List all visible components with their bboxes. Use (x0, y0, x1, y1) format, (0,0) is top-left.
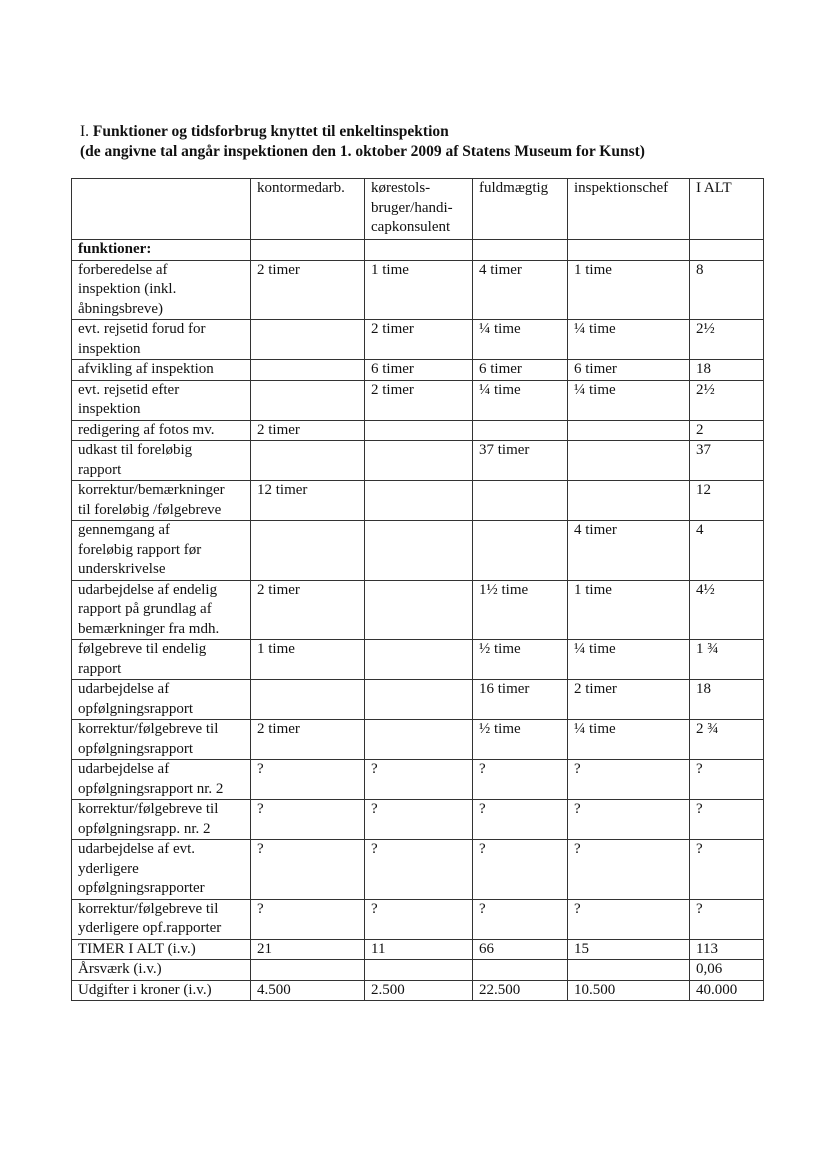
table-row (72, 720, 764, 760)
cell-inspektionschef (568, 939, 690, 960)
cell-inspektionschef (568, 840, 690, 900)
cell-inspektionschef-line: 1 time (574, 261, 612, 278)
cell-inspektionschef (568, 441, 690, 481)
cell-inspektionschef-line: 1 time (574, 581, 612, 598)
cell-kontormedarb (251, 640, 365, 680)
table-row (72, 680, 764, 720)
table-row (72, 980, 764, 1001)
cell-kontormedarb (251, 939, 365, 960)
cell-inspektionschef-line: ? (574, 761, 581, 777)
cell-fuldmaegtig (473, 640, 568, 680)
section-row (72, 240, 764, 261)
row-label (72, 320, 251, 360)
cell-fuldmaegtig-line: ½ time (479, 641, 521, 657)
cell-fuldmaegtig (473, 760, 568, 800)
cell-koerestolsbruger (365, 960, 473, 981)
row-label (72, 640, 251, 680)
heading-line-2 (80, 142, 780, 162)
cell-fuldmaegtig (473, 521, 568, 581)
cell-kontormedarb (251, 680, 365, 720)
row-label-line: gennemgang af (78, 522, 171, 538)
section-empty-cell (251, 240, 365, 261)
section-empty-cell (568, 240, 690, 261)
heading-title: Funktioner og tidsforbrug knyttet til enkeltinspektion (92, 123, 449, 140)
cell-i-alt-line: 2½ (696, 381, 715, 398)
table-row (72, 800, 764, 840)
cell-inspektionschef (568, 481, 690, 521)
cell-koerestolsbruger-line: 11 (371, 940, 386, 957)
row-label (72, 899, 251, 939)
cell-kontormedarb (251, 260, 365, 320)
cell-koerestolsbruger-line: 6 timer (371, 361, 414, 377)
column-header-koerestolsbruger-line: kørestols- (371, 180, 431, 196)
row-label (72, 481, 251, 521)
cell-fuldmaegtig (473, 481, 568, 521)
cell-i-alt-line: 0,06 (696, 961, 723, 977)
cell-i-alt (690, 420, 764, 441)
row-label (72, 360, 251, 381)
cell-koerestolsbruger (365, 320, 473, 360)
row-label (72, 939, 251, 960)
cell-inspektionschef (568, 320, 690, 360)
row-label-line: inspektion (inkl. (78, 281, 177, 297)
cell-inspektionschef-line: ? (574, 801, 581, 817)
cell-i-alt-line: 18 (696, 361, 711, 377)
cell-kontormedarb (251, 481, 365, 521)
cell-i-alt-line: 18 (696, 681, 711, 697)
cell-i-alt (690, 640, 764, 680)
cell-koerestolsbruger (365, 580, 473, 640)
cell-fuldmaegtig (473, 580, 568, 640)
row-label-line: opfølgningsrapport (78, 700, 193, 717)
row-label-line: udarbejdelse af evt. (78, 841, 196, 857)
row-label-line: følgebreve til endelig (78, 641, 207, 657)
cell-i-alt (690, 360, 764, 381)
cell-fuldmaegtig (473, 800, 568, 840)
cell-kontormedarb-line: 21 (257, 940, 272, 957)
section-empty-cell (690, 240, 764, 261)
cell-i-alt-line: 4½ (696, 581, 715, 598)
table-row (72, 360, 764, 381)
column-header-inspektionschef-line: inspektionschef (574, 180, 669, 196)
cell-i-alt (690, 980, 764, 1001)
table-row (72, 899, 764, 939)
cell-fuldmaegtig-line: 37 timer (479, 442, 530, 458)
cell-i-alt (690, 481, 764, 521)
cell-fuldmaegtig-line: 4 timer (479, 261, 522, 278)
row-label-line: udarbejdelse af (78, 761, 170, 777)
table-body (72, 179, 764, 1001)
cell-fuldmaegtig (473, 380, 568, 420)
column-header-koerestolsbruger-line: bruger/handi- (371, 199, 453, 216)
cell-i-alt-line: ? (696, 841, 703, 857)
document-heading (80, 122, 780, 162)
section-empty-cell (365, 240, 473, 261)
cell-i-alt (690, 800, 764, 840)
cell-kontormedarb-line: ? (257, 841, 264, 857)
cell-koerestolsbruger (365, 521, 473, 581)
cell-inspektionschef-line: ? (574, 841, 581, 857)
row-label (72, 521, 251, 581)
cell-i-alt-line: 12 (696, 482, 711, 498)
row-label (72, 960, 251, 981)
cell-koerestolsbruger-line: 2 timer (371, 381, 414, 398)
row-label-line: korrektur/følgebreve til (78, 900, 219, 917)
cell-i-alt (690, 441, 764, 481)
cell-kontormedarb (251, 720, 365, 760)
cell-koerestolsbruger (365, 441, 473, 481)
row-label-line: yderligere opf.rapporter (78, 920, 222, 936)
cell-inspektionschef (568, 580, 690, 640)
cell-i-alt (690, 960, 764, 981)
cell-inspektionschef-line: ¼ time (574, 321, 616, 337)
cell-fuldmaegtig-line: ? (479, 801, 486, 817)
cell-fuldmaegtig (473, 960, 568, 981)
cell-i-alt-line: 1 ¾ (696, 641, 719, 657)
row-label (72, 420, 251, 441)
cell-koerestolsbruger-line: ? (371, 761, 378, 777)
cell-inspektionschef-line: 2 timer (574, 681, 617, 697)
cell-fuldmaegtig-line: ½ time (479, 721, 521, 737)
cell-koerestolsbruger (365, 980, 473, 1001)
cell-kontormedarb (251, 899, 365, 939)
row-label (72, 840, 251, 900)
cell-koerestolsbruger (365, 420, 473, 441)
row-label (72, 380, 251, 420)
row-label-line: opfølgningsrapp. nr. 2 (78, 820, 211, 837)
cell-kontormedarb-line: 12 timer (257, 482, 308, 498)
cell-i-alt (690, 760, 764, 800)
cell-fuldmaegtig-line: ? (479, 841, 486, 857)
cell-i-alt (690, 680, 764, 720)
cell-koerestolsbruger (365, 939, 473, 960)
cell-kontormedarb (251, 960, 365, 981)
cell-fuldmaegtig-line: 66 (479, 940, 494, 957)
cell-inspektionschef (568, 960, 690, 981)
row-label (72, 441, 251, 481)
column-header-koerestolsbruger-line: capkonsulent (371, 219, 451, 235)
table-row (72, 760, 764, 800)
cell-inspektionschef (568, 980, 690, 1001)
cell-fuldmaegtig (473, 980, 568, 1001)
cell-kontormedarb (251, 840, 365, 900)
column-header-koerestolsbruger (365, 179, 473, 240)
row-label (72, 800, 251, 840)
row-label-line: udarbejdelse af endelig (78, 581, 218, 598)
cell-i-alt (690, 840, 764, 900)
row-label-line: bemærkninger fra mdh. (78, 620, 220, 637)
cell-fuldmaegtig (473, 441, 568, 481)
row-label-line: udkast til foreløbig (78, 442, 193, 458)
cell-i-alt (690, 320, 764, 360)
cell-i-alt-line: 113 (696, 940, 718, 957)
cell-fuldmaegtig (473, 840, 568, 900)
cell-inspektionschef-line: ¼ time (574, 641, 616, 657)
cell-kontormedarb (251, 380, 365, 420)
table-row (72, 840, 764, 900)
heading-subtitle: (de angivne tal angår inspektionen den 1. oktober 2009 af Statens Museum for Kunst) (80, 143, 645, 160)
table-row (72, 481, 764, 521)
cell-fuldmaegtig-line: ¼ time (479, 321, 521, 337)
column-header-inspektionschef (568, 179, 690, 240)
cell-koerestolsbruger (365, 360, 473, 381)
row-label-line: inspektion (78, 340, 141, 357)
cell-inspektionschef-line: ¼ time (574, 381, 616, 398)
cell-koerestolsbruger (365, 720, 473, 760)
cell-inspektionschef (568, 380, 690, 420)
row-label-line: opfølgningsrapporter (78, 880, 205, 896)
row-label-line: foreløbig rapport før (78, 541, 202, 558)
cell-koerestolsbruger-line: 2 timer (371, 321, 414, 337)
cell-i-alt (690, 720, 764, 760)
time-consumption-table (71, 178, 764, 1001)
cell-fuldmaegtig (473, 420, 568, 441)
column-header-fuldmaegtig (473, 179, 568, 240)
cell-fuldmaegtig (473, 720, 568, 760)
section-label-line: funktioner: (78, 241, 152, 257)
cell-inspektionschef (568, 800, 690, 840)
cell-fuldmaegtig-line: ? (479, 761, 486, 777)
cell-fuldmaegtig (473, 260, 568, 320)
cell-koerestolsbruger (365, 760, 473, 800)
row-label-line: rapport (78, 461, 122, 478)
row-label-line: afvikling af inspektion (78, 361, 214, 377)
cell-koerestolsbruger (365, 380, 473, 420)
table-row (72, 939, 764, 960)
column-header-kontormedarb-line: kontormedarb. (257, 180, 345, 196)
cell-kontormedarb (251, 320, 365, 360)
cell-inspektionschef (568, 521, 690, 581)
cell-inspektionschef (568, 640, 690, 680)
row-label-line: rapport på grundlag af (78, 601, 212, 617)
column-header-i-alt-line: I ALT (696, 180, 732, 196)
row-label-line: opfølgningsrapport (78, 740, 193, 757)
cell-kontormedarb-line: 2 timer (257, 261, 300, 278)
cell-kontormedarb-line: 2 timer (257, 721, 300, 737)
cell-fuldmaegtig (473, 680, 568, 720)
cell-inspektionschef (568, 899, 690, 939)
cell-kontormedarb (251, 800, 365, 840)
cell-koerestolsbruger (365, 640, 473, 680)
cell-inspektionschef-line: 10.500 (574, 981, 616, 998)
row-label-line: evt. rejsetid efter (78, 381, 180, 398)
column-header-fuldmaegtig-line: fuldmægtig (479, 180, 549, 196)
row-label (72, 260, 251, 320)
row-label-line: yderligere (78, 860, 139, 877)
cell-i-alt-line: ? (696, 900, 703, 917)
cell-kontormedarb-line: ? (257, 801, 264, 817)
row-label (72, 980, 251, 1001)
row-label-line: underskrivelse (78, 561, 166, 577)
table-row (72, 420, 764, 441)
table-row (72, 521, 764, 581)
row-label (72, 720, 251, 760)
cell-kontormedarb (251, 521, 365, 581)
header-row (72, 179, 764, 240)
table-row (72, 320, 764, 360)
cell-koerestolsbruger (365, 800, 473, 840)
heading-number: I. (80, 123, 90, 140)
cell-fuldmaegtig (473, 360, 568, 381)
cell-inspektionschef-line: 4 timer (574, 522, 617, 538)
cell-inspektionschef (568, 760, 690, 800)
cell-kontormedarb (251, 441, 365, 481)
column-header-kontormedarb (251, 179, 365, 240)
cell-koerestolsbruger-line: ? (371, 801, 378, 817)
row-label-line: forberedelse af (78, 261, 168, 278)
table-row (72, 960, 764, 981)
heading-line-1 (80, 122, 780, 142)
cell-inspektionschef (568, 720, 690, 760)
row-label-line: udarbejdelse af (78, 681, 170, 697)
cell-i-alt-line: 2 (696, 421, 704, 438)
cell-inspektionschef-line: 6 timer (574, 361, 617, 377)
cell-i-alt-line: ? (696, 761, 703, 777)
row-label-line: Årsværk (i.v.) (78, 961, 162, 977)
table-row (72, 380, 764, 420)
cell-fuldmaegtig-line: 16 timer (479, 681, 530, 697)
row-label-line: inspektion (78, 401, 141, 417)
cell-i-alt-line: 4 (696, 522, 704, 538)
cell-kontormedarb-line: ? (257, 761, 264, 777)
cell-i-alt-line: ? (696, 801, 703, 817)
cell-fuldmaegtig (473, 939, 568, 960)
row-label-line: rapport (78, 660, 122, 677)
table-row (72, 441, 764, 481)
section-empty-cell (473, 240, 568, 261)
cell-i-alt-line: 2 ¾ (696, 721, 719, 737)
cell-fuldmaegtig (473, 899, 568, 939)
cell-koerestolsbruger-line: ? (371, 841, 378, 857)
cell-i-alt (690, 580, 764, 640)
cell-inspektionschef-line: ¼ time (574, 721, 616, 737)
cell-i-alt (690, 380, 764, 420)
cell-i-alt-line: 8 (696, 261, 704, 278)
cell-fuldmaegtig-line: 6 timer (479, 361, 522, 377)
cell-fuldmaegtig-line: 1½ time (479, 581, 529, 598)
cell-kontormedarb (251, 980, 365, 1001)
table-row (72, 640, 764, 680)
row-label-line: korrektur/følgebreve til (78, 801, 219, 817)
cell-koerestolsbruger (365, 840, 473, 900)
cell-fuldmaegtig-line: 22.500 (479, 981, 521, 998)
cell-i-alt (690, 260, 764, 320)
row-label (72, 680, 251, 720)
cell-koerestolsbruger-line: 2.500 (371, 981, 405, 998)
cell-kontormedarb-line: 1 time (257, 641, 295, 657)
cell-i-alt-line: 37 (696, 442, 711, 458)
row-label-line: redigering af fotos mv. (78, 421, 215, 438)
row-label-line: opfølgningsrapport nr. 2 (78, 780, 224, 797)
cell-koerestolsbruger (365, 260, 473, 320)
cell-kontormedarb (251, 760, 365, 800)
cell-inspektionschef-line: ? (574, 900, 581, 917)
cell-kontormedarb-line: ? (257, 900, 264, 917)
cell-inspektionschef-line: 15 (574, 940, 589, 957)
row-label (72, 760, 251, 800)
cell-i-alt (690, 521, 764, 581)
cell-inspektionschef (568, 260, 690, 320)
row-label (72, 580, 251, 640)
section-label (72, 240, 251, 261)
cell-inspektionschef (568, 420, 690, 441)
cell-i-alt-line: 2½ (696, 321, 715, 337)
cell-kontormedarb-line: 2 timer (257, 581, 300, 598)
row-label-line: korrektur/følgebreve til (78, 721, 219, 737)
cell-kontormedarb (251, 420, 365, 441)
cell-kontormedarb (251, 360, 365, 381)
cell-koerestolsbruger (365, 680, 473, 720)
cell-kontormedarb-line: 2 timer (257, 421, 300, 438)
table-row (72, 260, 764, 320)
table-row (72, 580, 764, 640)
cell-fuldmaegtig-line: ¼ time (479, 381, 521, 398)
row-label-line: korrektur/bemærkninger (78, 482, 225, 498)
cell-inspektionschef (568, 360, 690, 381)
cell-i-alt (690, 939, 764, 960)
column-header-i-alt (690, 179, 764, 240)
row-label-line: TIMER I ALT (i.v.) (78, 940, 196, 957)
row-label-line: åbningsbreve) (78, 300, 163, 317)
cell-koerestolsbruger (365, 481, 473, 521)
cell-koerestolsbruger-line: 1 time (371, 261, 409, 278)
cell-fuldmaegtig-line: ? (479, 900, 486, 917)
row-label-line: Udgifter i kroner (i.v.) (78, 981, 212, 998)
cell-fuldmaegtig (473, 320, 568, 360)
cell-koerestolsbruger-line: ? (371, 900, 378, 917)
column-header-blank (72, 179, 251, 240)
cell-i-alt-line: 40.000 (696, 981, 738, 998)
row-label-line: evt. rejsetid forud for (78, 321, 206, 337)
row-label-line: til foreløbig /følgebreve (78, 501, 222, 518)
cell-koerestolsbruger (365, 899, 473, 939)
cell-kontormedarb (251, 580, 365, 640)
cell-kontormedarb-line: 4.500 (257, 981, 291, 998)
cell-i-alt (690, 899, 764, 939)
cell-inspektionschef (568, 680, 690, 720)
